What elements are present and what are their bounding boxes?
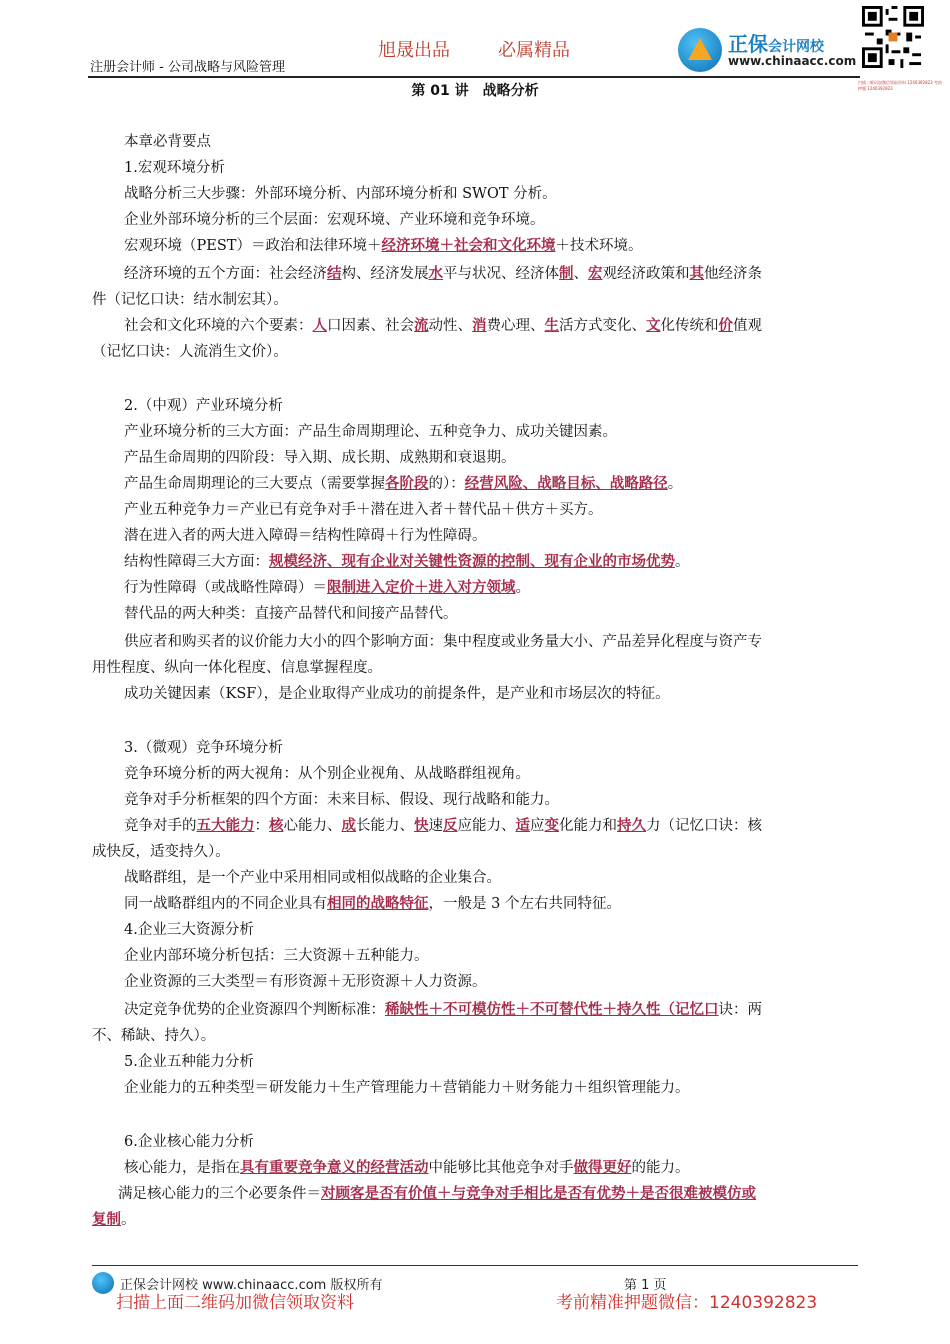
text-segment: 产业环境分析的三大方面：产品生命周期理论、五种竞争力、成功关键因素。	[124, 424, 617, 440]
text-line	[124, 422, 617, 442]
text-line	[124, 264, 762, 284]
text-line	[124, 1052, 254, 1072]
text-segment: 观经济政策和	[602, 266, 690, 282]
key-term: 流	[414, 317, 429, 334]
key-term: 人	[312, 317, 327, 334]
text-segment: 4.企业三大资源分析	[124, 922, 254, 938]
header-slogan-1: 旭晟出品	[378, 40, 450, 61]
text-line	[124, 868, 501, 888]
key-term: 经营风险、战略目标、战略路径	[464, 475, 668, 492]
key-term: 核	[269, 817, 284, 834]
footer-promo-qr: 扫描上面二维码加微信领取资料	[116, 1293, 354, 1313]
text-segment: 的）：	[428, 476, 465, 492]
text-segment: 诀：两	[718, 1002, 762, 1018]
text-segment: 平与状况、经济体	[443, 266, 559, 282]
text-segment: 动性、	[428, 318, 472, 334]
text-segment: 速	[428, 818, 443, 834]
key-term: 对顾客是否有价值＋与竞争对手相比是否有优势＋是否很难被模仿或	[321, 1185, 756, 1202]
text-segment: 竞争对手的	[124, 818, 197, 834]
key-term: 宏	[588, 265, 603, 282]
text-segment: ，一般是 3 个左右共同特征。	[428, 896, 621, 912]
text-line	[124, 500, 603, 520]
text-line	[124, 920, 254, 940]
text-segment: 构、经济发展	[341, 266, 429, 282]
text-segment: 应	[530, 818, 545, 834]
logo-name: 正保	[728, 32, 768, 56]
text-segment: 1.宏观环境分析	[124, 160, 225, 176]
key-term: 快	[414, 817, 429, 834]
text-segment: 本章必背要点	[124, 134, 211, 150]
text-segment: ＋技术环境。	[555, 238, 643, 254]
key-term: 五大能力	[196, 817, 255, 834]
header-course: 注册会计师 - 公司战略与风险管理	[90, 60, 285, 75]
text-line	[92, 658, 382, 678]
text-line	[124, 632, 762, 652]
text-line	[124, 184, 557, 204]
text-line	[92, 342, 288, 362]
text-segment: 。	[675, 554, 690, 570]
text-segment: 心能力、	[283, 818, 342, 834]
key-term: 制	[559, 265, 574, 282]
key-term: 各阶段	[385, 475, 429, 492]
key-term: 相同的战略特征	[327, 895, 429, 912]
text-segment: 竞争环境分析的两大视角：从个别企业视角、从战略群组视角。	[124, 766, 530, 782]
text-segment: （记忆口诀：人流消生文价）。	[92, 344, 288, 360]
text-segment: 活方式变化、	[559, 318, 646, 334]
text-segment: 。	[121, 1212, 136, 1228]
text-line	[92, 290, 288, 310]
footer-divider	[92, 1265, 858, 1266]
text-line	[124, 552, 690, 572]
text-segment: 企业外部环境分析的三个层面：宏观环境、产业环境和竞争环境。	[124, 212, 545, 228]
text-line	[124, 396, 283, 416]
key-term: 文	[646, 317, 661, 334]
text-segment: 费心理、	[486, 318, 545, 334]
text-segment: 6.企业核心能力分析	[124, 1134, 254, 1150]
key-term: 消	[472, 317, 487, 334]
text-segment: 宏观环境（PEST）＝政治和法律环境＋	[124, 238, 382, 254]
key-term: 经济环境＋社会和文化环境	[381, 237, 556, 254]
text-line	[124, 158, 225, 178]
text-segment: 成快反，适变持久）。	[92, 844, 230, 860]
key-term: 水	[428, 265, 443, 282]
key-term: 稀缺性＋不可模仿性＋不可替代性＋持久性（记忆口	[385, 1001, 719, 1018]
text-line	[124, 132, 211, 152]
key-term: 结	[327, 265, 342, 282]
text-segment: 中能够比其他竞争对手	[428, 1160, 574, 1176]
text-line	[124, 764, 530, 784]
text-line	[124, 1078, 690, 1098]
text-line	[124, 526, 487, 546]
text-segment: 他经济条	[704, 266, 762, 282]
text-segment: 化能力和	[559, 818, 617, 834]
text-line	[124, 1158, 690, 1178]
text-line	[124, 738, 283, 758]
text-segment: 企业能力的五种类型＝研发能力＋生产管理能力＋营销能力＋财务能力＋组织管理能力。	[124, 1080, 690, 1096]
logo-sub: 会计网校	[768, 39, 824, 55]
text-segment: 企业内部环境分析包括：三大资源＋五种能力。	[124, 948, 429, 964]
text-line	[124, 1000, 762, 1020]
text-line	[124, 946, 429, 966]
text-segment: 供应者和购买者的议价能力大小的四个影响方面：集中程度或业务量大小、产品差异化程度与资产专	[124, 634, 762, 650]
page-title: 第 01 讲 战略分析	[411, 83, 539, 99]
text-segment: 口因素、社会	[327, 318, 414, 334]
text-line	[124, 236, 642, 256]
text-segment: 。	[515, 580, 530, 596]
text-segment: 应能力、	[457, 818, 516, 834]
text-segment: 。	[667, 476, 683, 492]
text-segment: 潜在进入者的两大进入障碍＝结构性障碍＋行为性障碍。	[124, 528, 487, 544]
text-line	[92, 1026, 215, 1046]
text-segment: 同一战略群组内的不同企业具有	[124, 896, 327, 912]
text-segment: 2.（中观）产业环境分析	[124, 398, 283, 414]
key-term: 价	[718, 317, 733, 334]
text-segment: 件（记忆口诀：结水制宏其）。	[92, 292, 288, 308]
text-line	[124, 1132, 254, 1152]
key-term: 复制	[92, 1211, 121, 1228]
key-term: 成	[341, 817, 356, 834]
text-segment: 值观	[733, 318, 762, 334]
text-line	[124, 816, 762, 836]
text-segment: 力（记忆口诀：核	[646, 818, 762, 834]
text-segment: 战略群组，是一个产业中采用相同或相似战略的企业集合。	[124, 870, 501, 886]
text-line	[92, 1210, 136, 1230]
header-slogan-2: 必属精品	[498, 40, 570, 61]
text-segment: 社会和文化环境的六个要素：	[124, 318, 313, 334]
text-segment: 决定竞争优势的企业资源四个判断标准：	[124, 1002, 385, 1018]
text-segment: 用性程度、纵向一体化程度、信息掌握程度。	[92, 660, 382, 676]
text-segment: 长能力、	[356, 818, 414, 834]
text-segment: 化传统和	[660, 318, 719, 334]
text-segment: 战略分析三大步骤：外部环境分析、内部环境分析和 SWOT 分析。	[124, 186, 557, 202]
text-segment: 结构性障碍三大方面：	[124, 554, 269, 570]
text-line	[124, 578, 530, 598]
text-segment: 产业五种竞争力＝产业已有竞争对手＋潜在进入者＋替代品＋供方＋买方。	[124, 502, 603, 518]
key-term: 限制进入定价＋进入对方领域	[327, 579, 516, 596]
text-segment: 经济环境的五个方面：社会经济	[124, 266, 327, 282]
logo-url: www.chinaacc.com	[728, 54, 857, 68]
key-term: 规模经济、现有企业对关键性资源的控制、现有企业的市场优势	[269, 553, 675, 570]
text-line	[124, 210, 545, 230]
key-term: 持久	[617, 817, 646, 834]
key-term: 做得更好	[573, 1159, 632, 1176]
logo-icon	[678, 28, 722, 72]
footer-copyright: 正保会计网校 www.chinaacc.com 版权所有	[120, 1278, 383, 1293]
text-segment: 不、稀缺、持久）。	[92, 1028, 216, 1044]
text-line	[124, 604, 458, 624]
key-term: 生	[544, 317, 559, 334]
text-line	[124, 474, 682, 494]
qr-code-icon	[862, 6, 924, 68]
key-term: 适	[515, 817, 530, 834]
text-line	[124, 316, 762, 336]
footer-promo-wechat: 考前精准押题微信：1240392823	[556, 1293, 818, 1313]
text-segment: 3.（微观）竞争环境分析	[124, 740, 283, 756]
text-segment: ：	[254, 818, 269, 834]
text-segment: 企业资源的三大类型＝有形资源＋无形资源＋人力资源。	[124, 974, 487, 990]
chinaacc-logo	[678, 26, 858, 74]
text-segment: 产品生命周期理论的三大要点（需要掌握	[124, 476, 385, 492]
text-line	[124, 894, 621, 914]
footer-logo-icon	[92, 1272, 114, 1294]
text-segment: 满足核心能力的三个必要条件＝	[118, 1186, 321, 1202]
text-line	[124, 448, 516, 468]
text-line	[124, 972, 487, 992]
text-segment: 、	[573, 266, 588, 282]
text-segment: 核心能力，是指在	[124, 1160, 240, 1176]
text-line	[118, 1184, 756, 1204]
header-divider	[88, 76, 860, 78]
key-term: 变	[544, 817, 559, 834]
text-segment: 5.企业五种能力分析	[124, 1054, 254, 1070]
text-line	[92, 842, 230, 862]
qr-note: 扫描二维码加微信领取资料 1240392823 考前押题 1240392823	[858, 80, 942, 91]
text-segment: 替代品的两大种类：直接产品替代和间接产品替代。	[124, 606, 458, 622]
text-segment: 竞争对手分析框架的四个方面：未来目标、假设、现行战略和能力。	[124, 792, 559, 808]
text-segment: 行为性障碍（或战略性障碍）＝	[124, 580, 327, 596]
key-term: 其	[689, 265, 704, 282]
text-line	[124, 790, 559, 810]
page-number: 第 1 页	[624, 1278, 667, 1293]
key-term: 具有重要竞争意义的经营活动	[240, 1159, 429, 1176]
key-term: 反	[443, 817, 458, 834]
text-line	[124, 684, 670, 704]
text-segment: 产品生命周期的四阶段：导入期、成长期、成熟期和衰退期。	[124, 450, 516, 466]
text-segment: 的能力。	[631, 1160, 690, 1176]
text-segment: 成功关键因素（KSF），是企业取得产业成功的前提条件，是产业和市场层次的特征。	[124, 686, 670, 702]
